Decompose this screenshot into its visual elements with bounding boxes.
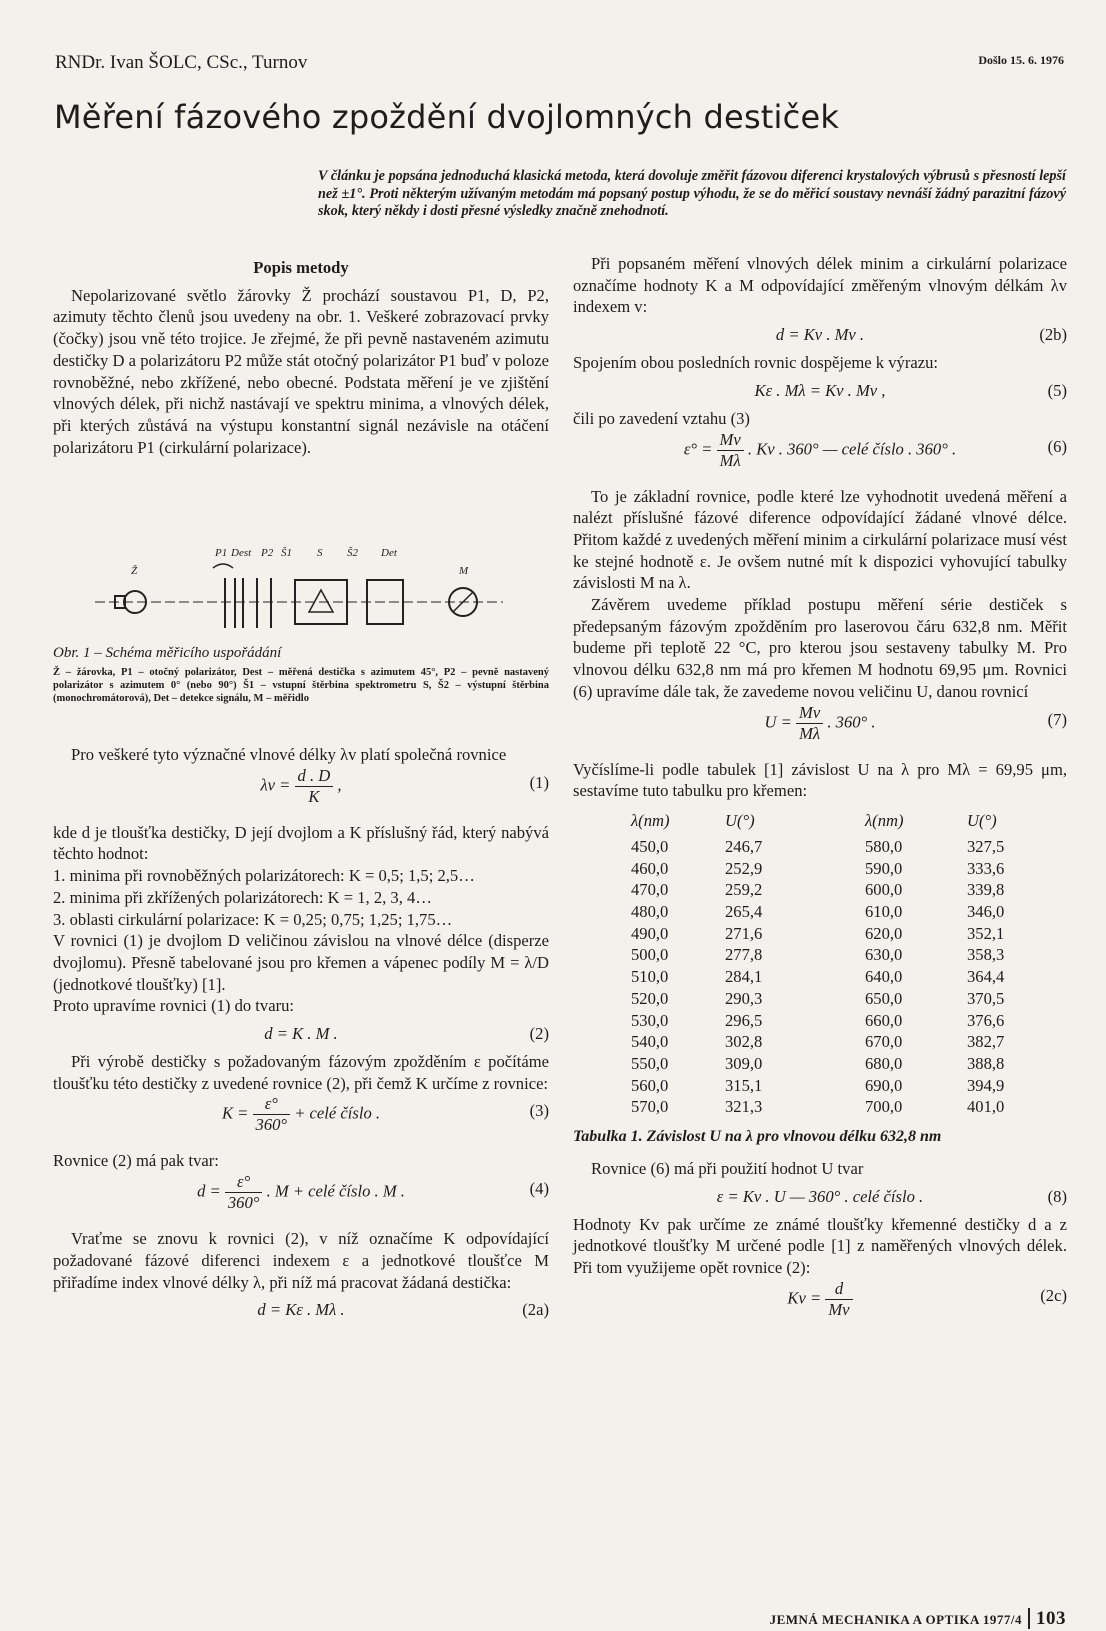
table-cell: 520,0 [631,988,669,1008]
table-cell: 500,0 [631,945,669,965]
table-cell: 284,1 [725,967,763,987]
table-cell: 670,0 [865,1032,903,1052]
figure-legend: Ž – žárovka, P1 – otočný polarizátor, Dest – měřená destička s azimutem 45°, P2 – pevně nastavený polarizátor s azimutem 0° (nebo 90°) Š1 – vstupní štěrbina spektrometru S, Š2 – výstupní štěrbina (monochromátorová), Det – detekce signálu, M – měřidlo [53,667,549,704]
paragraph: Při výrobě destičky s požadovaným fázovým zpožděním ε počítáme tloušťku této destičky z uvedené rovnice (2), při čemž K určíme z rovnice: [53,1052,549,1093]
table-cell: 339,8 [967,880,1005,900]
table-cell: 302,8 [725,1032,763,1052]
table-header: U(°) [725,811,755,831]
fig-label-s: S [317,547,323,559]
equation-2b: d = Kv . Mv . (2b) [775,325,1067,345]
paragraph: čili po zavedení vztahu (3) [573,408,750,428]
paragraph: Rovnice (6) má při použití hodnot U tvar [591,1158,864,1178]
equation-2c: Kv = $\frac{d}{Mv}$ (2c) [787,1278,1067,1319]
paragraph: Proto upravíme rovnici (1) do tvaru: [53,996,295,1016]
paragraph: Spojením obou posledních rovnic dospějeme k výrazu: [573,353,938,373]
table-cell: 259,2 [725,880,763,900]
table-cell: 382,7 [967,1032,1005,1052]
paragraph: Při popsaném měření vlnových délek minim a cirkulární polarizace označíme hodnoty K a M odpovídající změřeným vlnovým délkám λv indexem v: [573,254,1067,317]
table-cell: 309,0 [725,1053,763,1073]
fig-label-lamp: Ž [131,565,138,577]
figure-caption: Obr. 1 – Schéma měřicího uspořádání [53,645,282,661]
table-cell: 540,0 [631,1032,669,1052]
table-cell: 271,6 [725,923,763,943]
section-heading: Popis metody [253,258,349,277]
table-cell: 376,6 [967,1010,1005,1030]
table-cell: 650,0 [865,988,903,1008]
equation-4: d = $\frac{\varepsilon^\circ}{360^\circ}$ . M + celé číslo . M . (4) [197,1172,549,1213]
list-item: 1. minima při rovnoběžných polarizátorech: K = 0,5; 1,5; 2,5… [53,866,475,886]
table-cell: 680,0 [865,1053,903,1073]
equation-8: ε = Kv . U — 360° . celé číslo . (8) [716,1186,1067,1206]
paragraph: Vyčíslíme-li podle tabulek [1] závislost U na λ pro Mλ = 69,95 μm, sestavíme tuto tabulku pro křemen: [573,759,1067,801]
paragraph: Rovnice (2) má pak tvar: [53,1151,219,1171]
table-cell: 640,0 [865,967,903,987]
table-row [631,988,1004,1010]
table-row [631,879,1004,901]
table-row [631,901,1004,923]
page-footer [770,1608,1066,1630]
quartz-table [631,806,1004,1118]
table-cell: 480,0 [631,902,669,922]
table-cell: 315,1 [725,1075,763,1095]
fig-label-dest: Dest [231,547,252,559]
table-cell: 460,0 [631,858,669,878]
table-row [631,1075,1004,1097]
page-number: 103 [1028,1608,1066,1629]
table-cell: 620,0 [865,923,903,943]
table-caption: Tabulka 1. Závislost U na λ pro vlnovou délku 632,8 nm [573,1128,942,1146]
table-cell: 560,0 [631,1075,669,1095]
fig-label-p1: P1 [215,547,228,559]
order-list [53,865,549,930]
setup-schematic [85,540,525,640]
table-row [631,966,1004,988]
table-row [631,1096,1004,1118]
equation-5: Kε . Mλ = Kv . Mv , (5) [754,380,1067,400]
equation-1: λv = $\frac{d . D}{K}$ , (1) [260,765,549,806]
table-cell: 321,3 [725,1097,763,1117]
table-cell: 610,0 [865,902,903,922]
table-cell: 277,8 [725,945,763,965]
table-cell: 364,4 [967,967,1005,987]
table-row [631,923,1004,945]
table-row [631,1053,1004,1075]
table-header: λ(nm) [631,811,670,831]
table-cell: 580,0 [865,836,903,856]
table-cell: 265,4 [725,902,763,922]
paragraph: Pro veškeré tyto význačné vlnové délky λv platí společná rovnice [71,745,507,764]
table-cell: 290,3 [725,988,763,1008]
table-row [631,836,1004,858]
table-header: λ(nm) [865,811,904,831]
table-cell: 550,0 [631,1053,669,1073]
equation-2a: d = Kε . Mλ . (2a) [257,1300,549,1320]
left-column [53,257,549,458]
table-cell: 327,5 [967,836,1005,856]
table-cell: 346,0 [967,902,1005,922]
paragraph: To je základní rovnice, podle které lze vyhodnotit uvedená měření a nalézt příslušné fázové diference odpovídající žádané vlnové délce. Přitom každé z uvedených měření minim a cirkulární polarizace musí vést ke stejné hodnotě ε. Je ovšem nutné mít k dispozici vyhovující tabulky závislosti M na λ. [573,486,1067,593]
equation-7: U = $\frac{Mv}{M\lambda}$ . 360° . (7) [764,702,1067,743]
equation-2: d = K . M . (2) [264,1024,549,1044]
paragraph: Hodnoty Kv pak určíme ze známé tloušťky křemenné destičky d a z jednotkové tloušťky M určené podle [1] z naměřených vlnových délek. Při tom využijeme opět rovnice (2): [573,1214,1067,1277]
fig-label-p2: P2 [261,547,274,559]
right-column [573,253,1067,1335]
table-cell: 450,0 [631,836,669,856]
table-cell: 660,0 [865,1010,903,1030]
table-cell: 246,7 [725,836,763,856]
table-cell: 600,0 [865,880,903,900]
table-cell: 388,8 [967,1053,1005,1073]
list-item: 2. minima při zkřížených polarizátorech: K = 1, 2, 3, 4… [53,887,432,907]
journal-name: JEMNÁ MECHANIKA A OPTIKA 1977/4 [769,1612,1022,1627]
table-cell: 394,9 [967,1075,1005,1095]
fig-label-s2: Š2 [347,547,358,559]
equation-3: K = $\frac{\varepsilon^\circ}{360^\circ}$ + celé číslo . (3) [221,1094,549,1135]
table-cell: 296,5 [725,1010,763,1030]
table-cell: 630,0 [865,945,903,965]
table-row [631,1010,1004,1032]
table-cell: 333,6 [967,858,1005,878]
table-row [631,858,1004,880]
abstract: V článku je popsána jednoduchá klasická metoda, která dovoluje změřit fázovou diferenci krystalových výbrusů s přesností lepší než ±1°. Proti některým užívaným metodám má popsaný postup výhodu, že se do měřicí soustavy nevnáší žádný parazitní fázový skok, který někdy i dosti přesné výsledky značně znehodnotí. [318,168,1066,219]
received-date: Došlo 15. 6. 1976 [978,53,1064,67]
fig-label-meter: M [459,565,469,577]
left-column-lower [53,744,549,1327]
table-cell: 401,0 [967,1097,1005,1117]
table-cell: 690,0 [865,1075,903,1095]
table-cell: 510,0 [631,967,669,987]
fig-label-det: Det [381,547,397,559]
table-cell: 530,0 [631,1010,669,1030]
paragraph: kde d je tloušťka destičky, D její dvojlom a K příslušný řád, který nabývá těchto hodnot: [53,822,549,864]
table-row [631,1031,1004,1053]
paragraph: Nepolarizované světlo žárovky Ž prochází soustavou P1, D, P2, azimuty těchto členů jsou uvedeny na obr. 1. Veškeré zobrazovací prvky (čočky) jsou vně této trojice. Je zřejmé, že při pevně nastaveném azimutu destičky D a polarizátoru P2 může stát otočný polarizátor P1 buď v poloze rovnoběžné, nebo zkřížené, nebo obecné. Podstata měření je ve zjištění vlnových délek, při nichž nastávají ve spektru minima, a vlnových délek, při kterých zůstává na výstupu konstantní signál nezávisle na otáčení polarizátoru P1 (cirkulární polarizace). [53,285,549,457]
table-cell: 370,5 [967,988,1005,1008]
equation-6: ε° = $\frac{Mv}{M\lambda}$ . Kv . 360° — celé číslo . 360° . (6) [683,429,1067,470]
fig-label-s1: Š1 [281,547,292,559]
table-row [631,944,1004,966]
table-cell: 470,0 [631,880,669,900]
paragraph: V rovnici (1) je dvojlom D veličinou závislou na vlnové délce (disperze dvojlomu). Přesně tabelované jsou pro křemen a vápenec podíly M = λ/D (jednotkové tloušťky) [1]. [53,931,549,994]
table-cell: 490,0 [631,923,669,943]
table-cell: 570,0 [631,1097,669,1117]
paragraph: Závěrem uvedeme příklad postupu měření série destiček s předepsaným fázovým zpožděním pro laserovou čáru 632,8 nm. Měřit budeme při teplotě 22 °C, pro kterou jsou sestaveny tabulky M. Pro vlnovou délku 632,8 nm má pro křemen M hodnotu 69,95 μm. Rovnici (6) upravíme dále tak, že zavedeme novou veličinu U, danou rovnicí [573,595,1067,701]
table-cell: 358,3 [967,945,1005,965]
table-cell: 700,0 [865,1097,903,1117]
article-title: Měření fázového zpoždění dvojlomných destiček [54,98,840,136]
table-cell: 352,1 [967,923,1005,943]
list-item: 3. oblasti cirkulární polarizace: K = 0,25; 0,75; 1,25; 1,75… [53,909,453,929]
paragraph: Vraťme se znovu k rovnici (2), v níž označíme K odpovídající požadované fázové diferenci indexem ε a jednotkové tloušťce M přiřadíme index vlnové délky λ, při níž má pracovat žádaná destička: [53,1229,549,1292]
table-cell: 590,0 [865,858,903,878]
table-header: U(°) [967,811,997,831]
table-cell: 252,9 [725,858,763,878]
author-line: RNDr. Ivan ŠOLC, CSc., Turnov [55,52,308,73]
